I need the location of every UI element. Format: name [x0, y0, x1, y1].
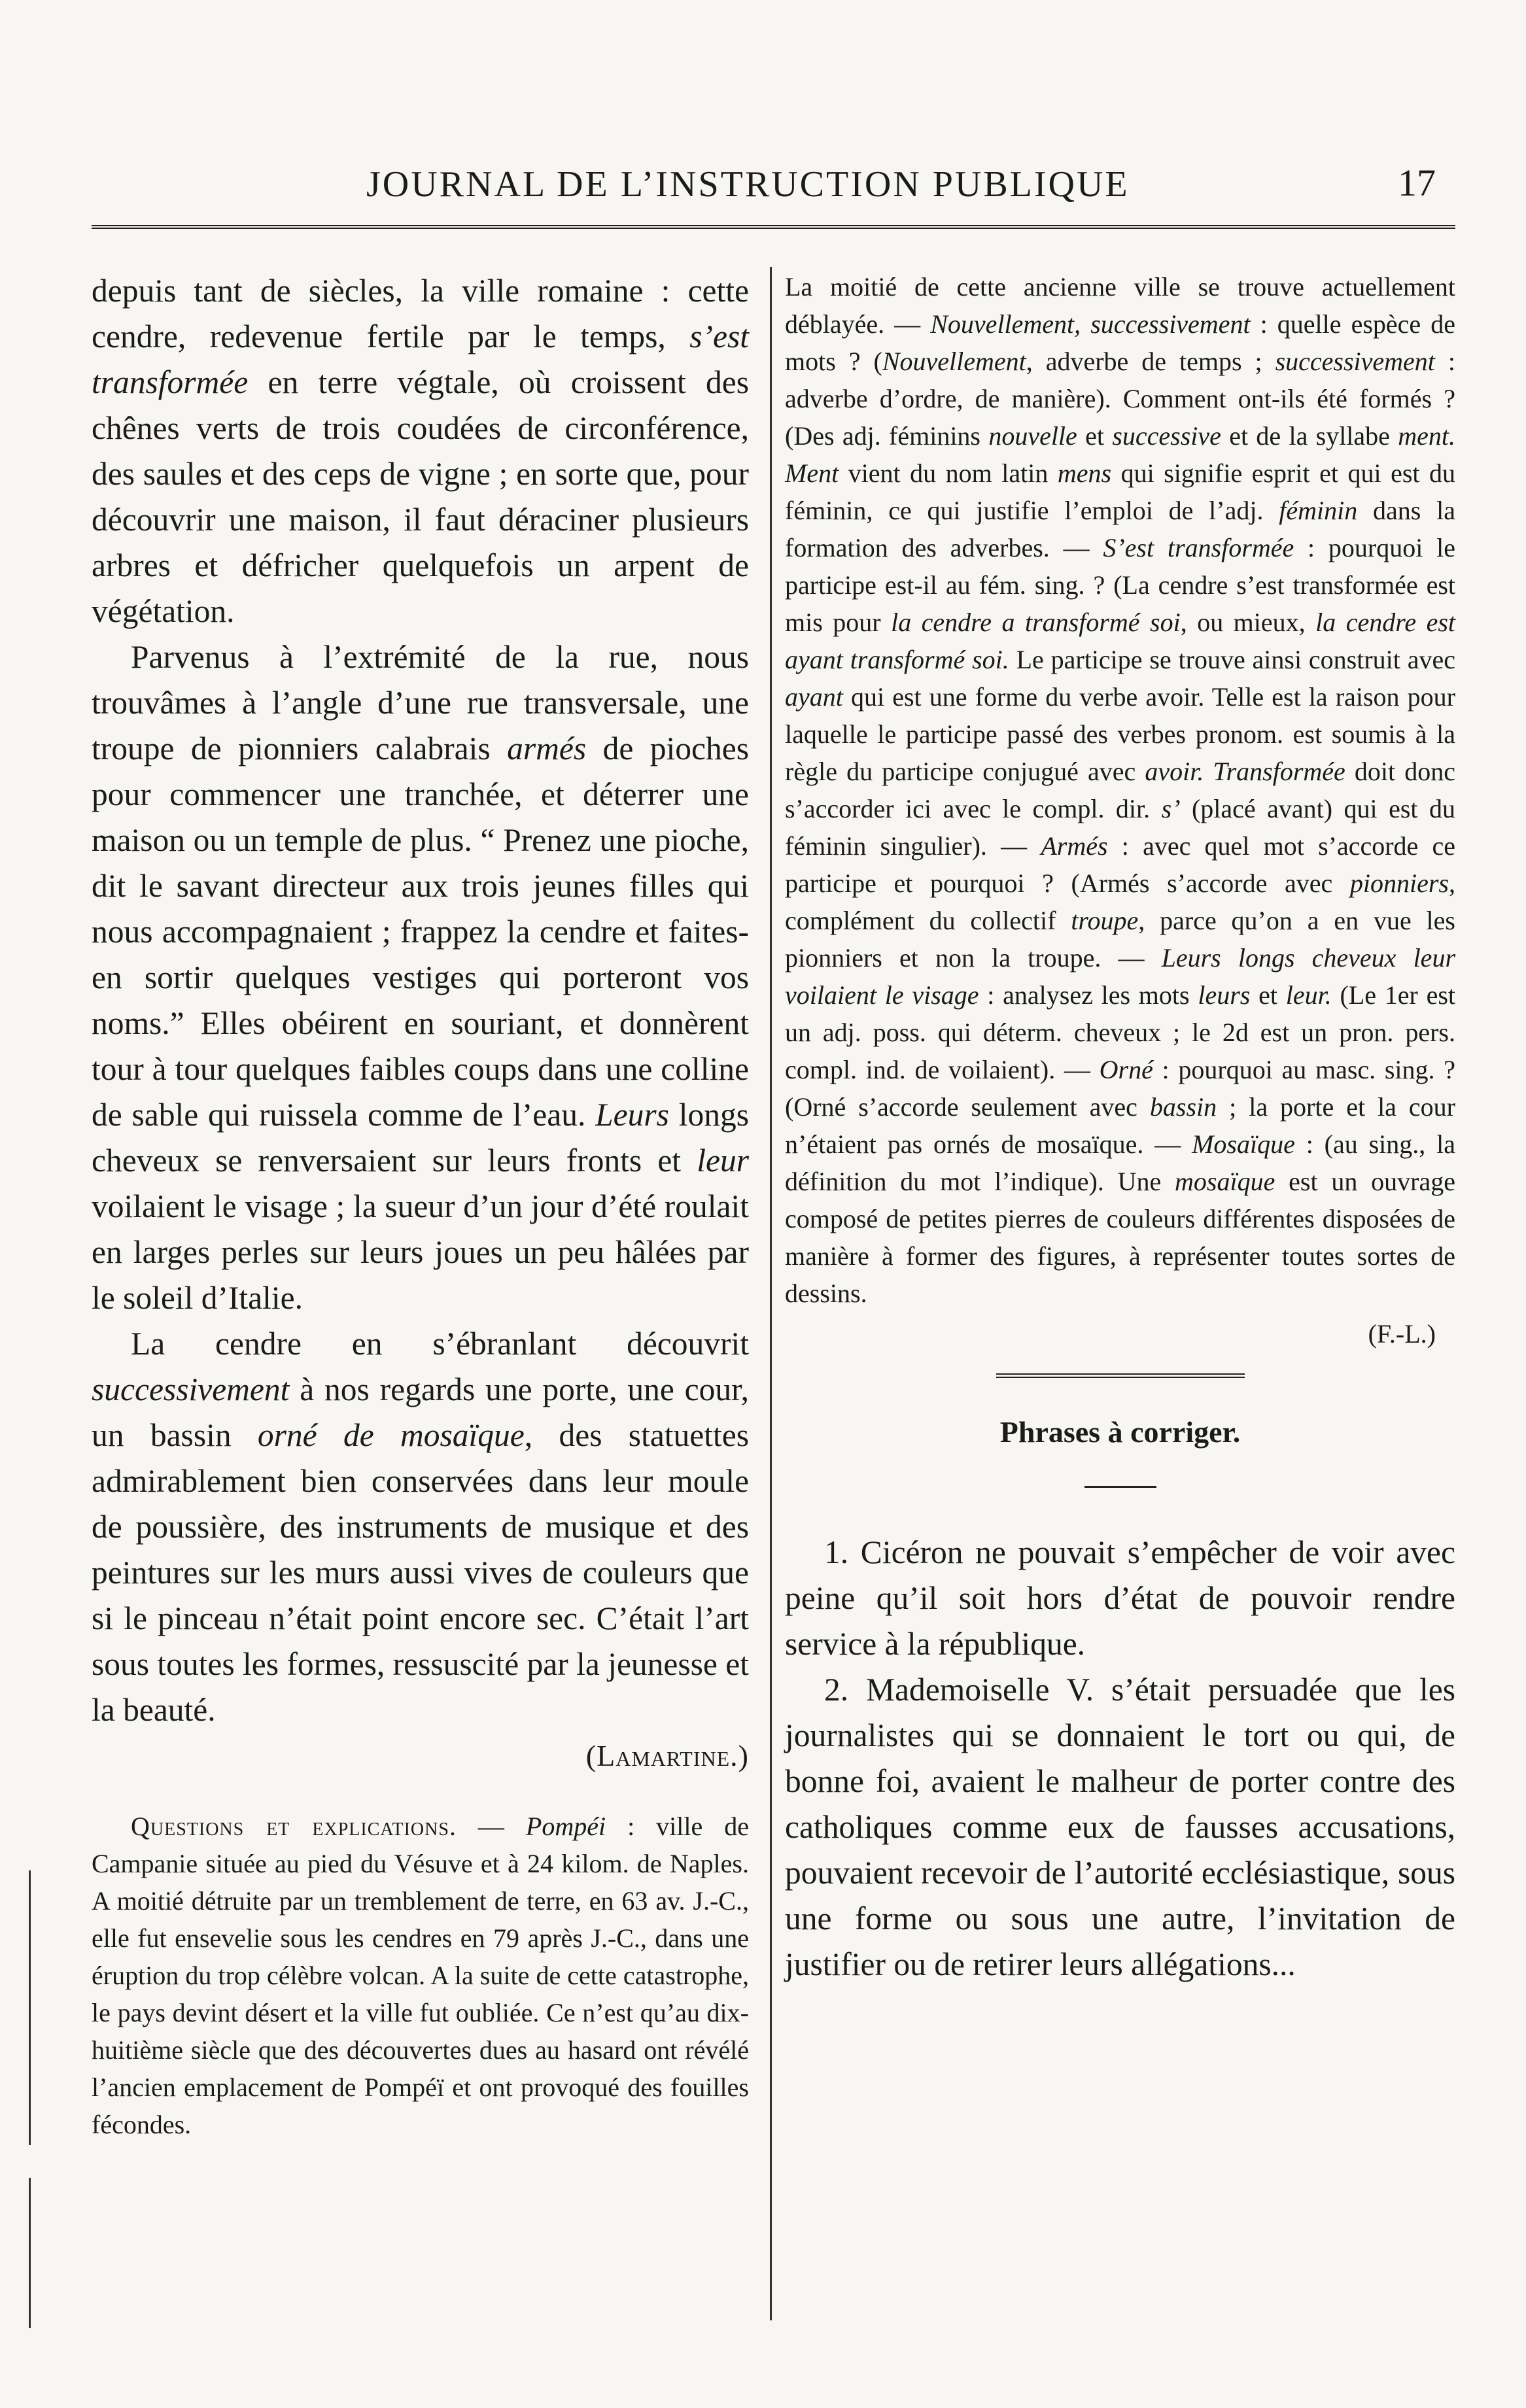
italic-term: la cendre est ayant transformé soi.: [785, 608, 1456, 674]
italic-term: Orné: [1099, 1055, 1153, 1084]
italic-term: Nouvellement, successivement: [930, 309, 1251, 339]
italic-term: mens: [1057, 458, 1112, 488]
notes-continued: [785, 268, 1455, 1354]
italic-term: successivement: [1275, 347, 1435, 376]
italic-term: leur: [697, 1143, 749, 1178]
italic-term: Mosaïque: [1192, 1129, 1295, 1159]
italic-term: leurs: [1198, 980, 1251, 1010]
italic-term: la cendre a transformé soi: [891, 608, 1181, 637]
journal-title: JOURNAL DE L’INSTRUCTION PUBLIQUE: [366, 164, 1130, 205]
header-rule: [92, 225, 1455, 229]
right-column: [785, 268, 1455, 1987]
margin-mark: [29, 1870, 31, 2145]
exercise-list: [785, 1530, 1455, 1987]
italic-term: leur.: [1285, 980, 1332, 1010]
italic-term: Transformée: [1213, 757, 1345, 786]
margin-mark: [29, 2178, 31, 2328]
section-divider: [996, 1373, 1245, 1378]
excerpt-paragraph: depuis tant de siècles, la ville romaine : cette cendre, redevenue fertile par le temps, s’est transformée en terre végtale, où croissent des chênes verts de trois coudées de circonférence, des saules et des ceps de vigne ; en sorte que, pour découvrir une maison, il faut déraciner plusieurs arbres et défricher quelquefois un arpent de végétation.: [92, 273, 749, 629]
italic-term: successivement: [92, 1371, 290, 1407]
heading-rule: [1084, 1486, 1156, 1488]
exercise-item: 2. Mademoiselle V. s’était persuadée que les journalistes qui se donnaient le tort ou qui, de bonne foi, avaient le malheur de porter contre des catholiques comme eux de fausses accusations, pouvaient recevoir de l’autorité ecclésiastique, sous une forme ou sous une autre, l’invitation de justifier ou de retirer leurs allégations...: [785, 1672, 1455, 1982]
italic-term: Armés: [1041, 831, 1108, 861]
italic-term: s’est transformée: [92, 318, 749, 400]
notes-text: — Pompéi : ville de Campanie située au pied du Vésuve et à 24 kilom. de Naples. A moitié détruite par un tremblement de terre, en 63 av. J.-C., elle fut ensevelie sous les cendres en 79 après J.-C., dans une éruption du trop célèbre volcan. A la suite de cette catastrophe, le pays devint désert et la ville fut oubliée. Ce n’est qu’au dix-huitième siècle que des découvertes dues au hasard ont révélé l’ancien emplacement de Pompéï et ont provoqué des fouilles fécondes.: [92, 1812, 750, 2139]
italic-term: nouvelle: [988, 421, 1077, 451]
italic-term: Pompéi: [525, 1812, 606, 1841]
italic-term: armés: [507, 731, 587, 766]
italic-term: ayant: [785, 682, 843, 712]
notes-attribution: (F.-L.): [1368, 1319, 1436, 1349]
excerpt-paragraph: La cendre en s’ébranlant découvrit successivement à nos regards une porte, une cour, un bassin orné de mosaïque, des statuettes admirablement bien conservées dans leur moule de poussière, des instruments de musique et des peintures sur les murs aussi vives de couleurs que si le pinceau n’était point encore sec. C’était l’art sous toutes les formes, ressuscité par la jeunesse et la beauté.: [92, 1326, 750, 1728]
italic-term: Leurs longs cheveux leur voilaient le visage: [785, 943, 1456, 1010]
italic-term: Nouvellement: [882, 347, 1026, 376]
column-divider: [770, 267, 772, 2320]
page-number: 17: [1398, 162, 1436, 204]
italic-term: ment.: [1398, 421, 1456, 451]
italic-term: mosaïque: [1175, 1167, 1275, 1196]
italic-term: orné de mosaïque: [257, 1417, 525, 1453]
italic-term: bassin: [1149, 1092, 1217, 1122]
section-heading: Phrases à corriger.: [999, 1415, 1241, 1449]
italic-term: successive: [1112, 421, 1221, 451]
notes-paragraph: [92, 1808, 749, 2143]
left-column: [92, 268, 749, 2143]
italic-term: Leurs: [595, 1097, 669, 1133]
running-header: [92, 152, 1455, 211]
notes-heading: Questions et explications.: [131, 1812, 457, 1841]
questions-explanations: [92, 1808, 749, 2143]
italic-term: avoir.: [1145, 757, 1204, 786]
excerpt-paragraph: Parvenus à l’extrémité de la rue, nous trouvâmes à l’angle d’une rue transversale, une troupe de pionniers calabrais armés de pioches pour commencer une tranchée, et déterrer une maison ou un temple de plus. “ Prenez une pioche, dit le savant directeur aux trois jeunes filles qui nous accompagnaient ; frappez la cendre et faites-en sortir quelques vestiges qui porteront vos noms.” Elles obéirent en souriant, et donnèrent tour à tour quelques faibles coups dans une colline de sable qui ruissela comme de l’eau. Leurs longs cheveux se renversaient sur leurs fronts et leur voilaient le visage ; la sueur d’un jour d’été roulait en larges perles sur leurs joues un peu hâlées par le soleil d’Italie.: [92, 639, 749, 1316]
italic-term: pionniers: [1349, 869, 1449, 898]
notes-paragraph: La moitié de cette ancienne ville se trouve actuellement déblayée. — Nouvellement, successivement : quelle espèce de mots ? (Nouvellement, adverbe de temps ; successivement : adverbe d’ordre, de manière). Comment ont-ils été formés ? (Des adj. féminins nouvelle et successive et de la syllabe ment. Ment vient du nom latin mens qui signifie esprit et qui est du féminin, ce qui justifie l’emploi de l’adj. féminin dans la formation des adverbes. — S’est transformée : pourquoi le participe est-il au fém. sing. ? (La cendre s’est transformée est mis pour la cendre a transformé soi, ou mieux, la cendre est ayant transformé soi. Le participe se trouve ainsi construit avec ayant qui est une forme du verbe avoir. Telle est la raison pour laquelle le participe passé des verbes pronom. est soumis à la règle du participe conjugué avec avoir. Transformée doit donc s’accorder ici avec le compl. dir. s’ (placé avant) qui est du féminin singulier). — Armés : avec quel mot s’accorde ce participe et pourquoi ? (Armés s’accorde avec pionniers, complément du collectif troupe, parce qu’on a en vue les pionniers et non la troupe. — Leurs longs cheveux leur voilaient le visage : analysez les mots leurs et leur. (Le 1er est un adj. poss. qui déterm. cheveux ; le 2d est un pron. pers. compl. ind. de voilaient). — Orné : pourquoi au masc. sing. ? (Orné s’accorde seulement avec bassin ; la porte et la cour n’étaient pas ornés de mosaïque. — Mosaïque : (au sing., la définition du mot l’indique). Une mosaïque est un ouvrage composé de petites pierres de couleurs différentes disposées de manière à former des figures, à représenter toutes sortes de dessins.: [785, 272, 1456, 1308]
lamartine-excerpt: [92, 268, 749, 1779]
exercise-item: 1. Cicéron ne pouvait s’empêcher de voir avec peine qu’il soit hors d’état de pouvoir rendre service à la république.: [785, 1534, 1455, 1662]
italic-term: Ment: [785, 458, 839, 488]
italic-term: S’est transformée: [1103, 533, 1294, 562]
italic-term: s’: [1161, 794, 1181, 823]
italic-term: féminin: [1279, 496, 1358, 525]
excerpt-attribution: (Lamartine.): [585, 1739, 749, 1772]
italic-term: troupe: [1071, 906, 1139, 935]
